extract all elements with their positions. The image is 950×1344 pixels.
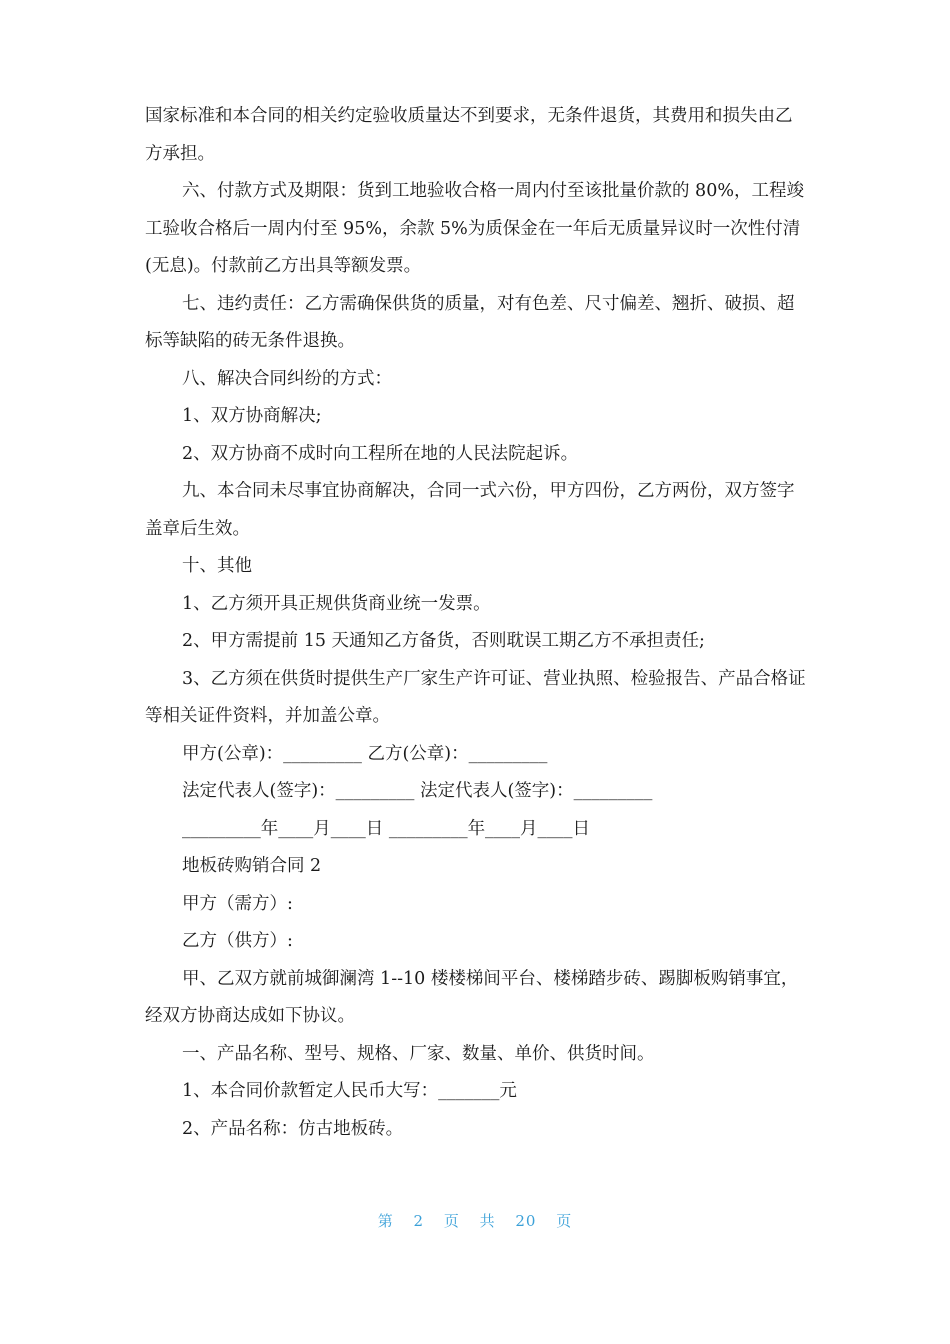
date-line: _________年____月____日 _________年____月____日 bbox=[182, 818, 591, 839]
paragraph: 1、双方协商解决; bbox=[182, 406, 322, 426]
paragraph: 甲方（需方）: bbox=[182, 893, 293, 914]
paragraph: 甲、乙双方就前城御澜湾 1--10 楼楼梯间平台、楼梯踏步砖、踢脚板购销事宜，经双方协商达成如下协议。 bbox=[145, 968, 799, 1026]
paragraph: 八、解决合同纠纷的方式： bbox=[182, 368, 392, 389]
paragraph: 一、产品名称、型号、规格、厂家、数量、单价、供货时间。 bbox=[182, 1043, 655, 1064]
section-title: 地板砖购销合同 2 bbox=[182, 856, 322, 876]
paragraph: 七、违约责任：乙方需确保供货的质量，对有色差、尺寸偏差、翘折、破损、超标等缺陷的砖无条件退换。 bbox=[145, 293, 795, 351]
paragraph: 3、乙方须在供货时提供生产厂家生产许可证、营业执照、检验报告、产品合格证等相关证件资料，并加盖公章。 bbox=[145, 668, 806, 726]
paragraph: 九、本合同未尽事宜协商解决，合同一式六份，甲方四份，乙方两份，双方签字盖章后生效。 bbox=[145, 481, 795, 539]
paragraph: 国家标准和本合同的相关约定验收质量达不到要求，无条件退货，其费用和损失由乙方承担。 bbox=[145, 106, 793, 164]
page-number: 第 2 页 共 20 页 bbox=[377, 1212, 573, 1230]
paragraph: 六、付款方式及期限：货到工地验收合格一周内付至该批量价款的 80%，工程竣工验收合格后一周内付至 95%，余款 5%为质保金在一年后无质量异议时一次性付清(无息)。付款前乙方出具等额发票。 bbox=[145, 181, 804, 276]
paragraph: 1、乙方须开具正规供货商业统一发票。 bbox=[182, 593, 491, 614]
paragraph: 2、双方协商不成时向工程所在地的人民法院起诉。 bbox=[182, 443, 579, 464]
signature-line: 法定代表人(签字)：_________ 法定代表人(签字)：_________ bbox=[182, 781, 653, 801]
paragraph: 十、其他 bbox=[182, 556, 252, 576]
paragraph: 1、本合同价款暂定人民币大写：_______元 bbox=[182, 1081, 517, 1101]
document-body bbox=[145, 98, 807, 1148]
paragraph: 2、产品名称：仿古地板砖。 bbox=[182, 1118, 404, 1139]
signature-line: 甲方(公章)：_________ 乙方(公章)：_________ bbox=[182, 743, 548, 764]
paragraph: 乙方（供方）: bbox=[182, 931, 293, 951]
paragraph: 2、甲方需提前 15 天通知乙方备货，否则耽误工期乙方不承担责任; bbox=[182, 631, 705, 651]
